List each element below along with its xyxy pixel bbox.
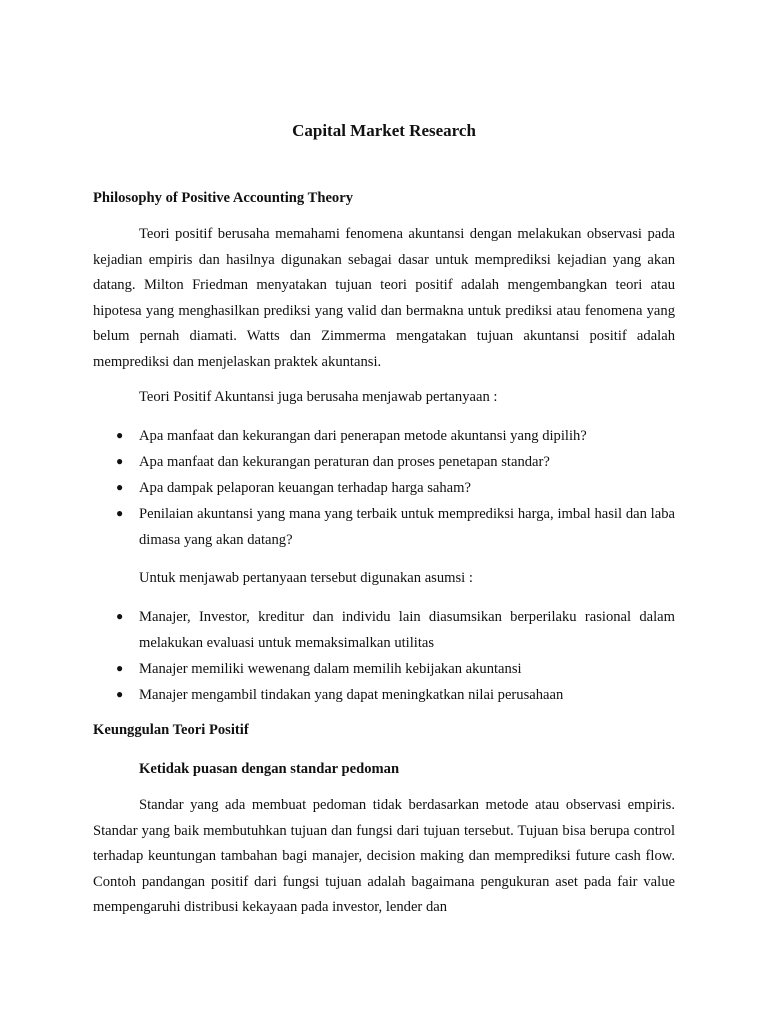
question-text: Apa manfaat dan kekurangan peraturan dan proses penetapan standar? [139, 454, 550, 470]
assumption-text: Manajer, Investor, kreditur dan individu lain diasumsikan berperilaku rasional dalam melakukan evaluasi untuk memaksimalkan utilitas [139, 609, 675, 651]
question-text: Penilaian akuntansi yang mana yang terbaik untuk memprediksi harga, imbal hasil dan laba dimasa yang akan datang? [139, 506, 675, 548]
assumptions-intro: Untuk menjawab pertanyaan tersebut digunakan asumsi : [139, 570, 473, 586]
paragraph-standar-text: Standar yang ada membuat pedoman tidak berdasarkan metode atau observasi empiris. Standar yang baik membutuhkan tujuan dan fungsi dari tujuan tersebut. Tujuan bisa berupa control terhadap keuntungan tambahan bagi manajer, decision making dan memprediksi future cash flow. Contoh pandangan positif dari fungsi tujuan adalah bagaimana pengukuran aset pada fair value mempengaruhi distribusi kekayaan pada investor, lender dan [93, 797, 675, 916]
paragraph-standar [93, 793, 675, 921]
section-heading-keunggulan: Keunggulan Teori Positif [93, 722, 249, 738]
questions-intro: Teori Positif Akuntansi juga berusaha menjawab pertanyaan : [139, 389, 498, 405]
bullet-icon: ● [116, 661, 124, 675]
bullet-icon: ● [116, 428, 124, 442]
subheading-standar: Ketidak puasan dengan standar pedoman [139, 761, 400, 777]
question-text: Apa manfaat dan kekurangan dari penerapan metode akuntansi yang dipilih? [139, 428, 587, 444]
paragraph-positive-theory-text: Teori positif berusaha memahami fenomena akuntansi dengan melakukan observasi pada kejadian empiris dan hasilnya digunakan sebagai dasar untuk memprediksi kejadian yang akan datang. Milton Friedman menyatakan tujuan teori positif adalah mengembangkan teori atau hipotesa yang menghasilkan prediksi yang valid dan bermakna untuk prediksi atau fenomena yang belum pernah diamati. Watts dan Zimmerma mengatakan tujuan akuntansi positif adalah memprediksi dan menjelaskan praktek akuntansi. [93, 226, 675, 370]
question-text: Apa dampak pelaporan keuangan terhadap harga saham? [139, 480, 471, 496]
document-title: Capital Market Research [292, 121, 476, 140]
bullet-icon: ● [116, 480, 124, 494]
bullet-icon: ● [116, 687, 124, 701]
assumption-text: Manajer memiliki wewenang dalam memilih kebijakan akuntansi [139, 661, 522, 677]
bullet-icon: ● [116, 454, 124, 468]
paragraph-positive-theory [93, 222, 675, 376]
bullet-icon: ● [116, 609, 124, 623]
assumption-text: Manajer mengambil tindakan yang dapat meningkatkan nilai perusahaan [139, 687, 564, 703]
section-heading-philosophy: Philosophy of Positive Accounting Theory [93, 190, 354, 206]
bullet-icon: ● [116, 506, 124, 520]
